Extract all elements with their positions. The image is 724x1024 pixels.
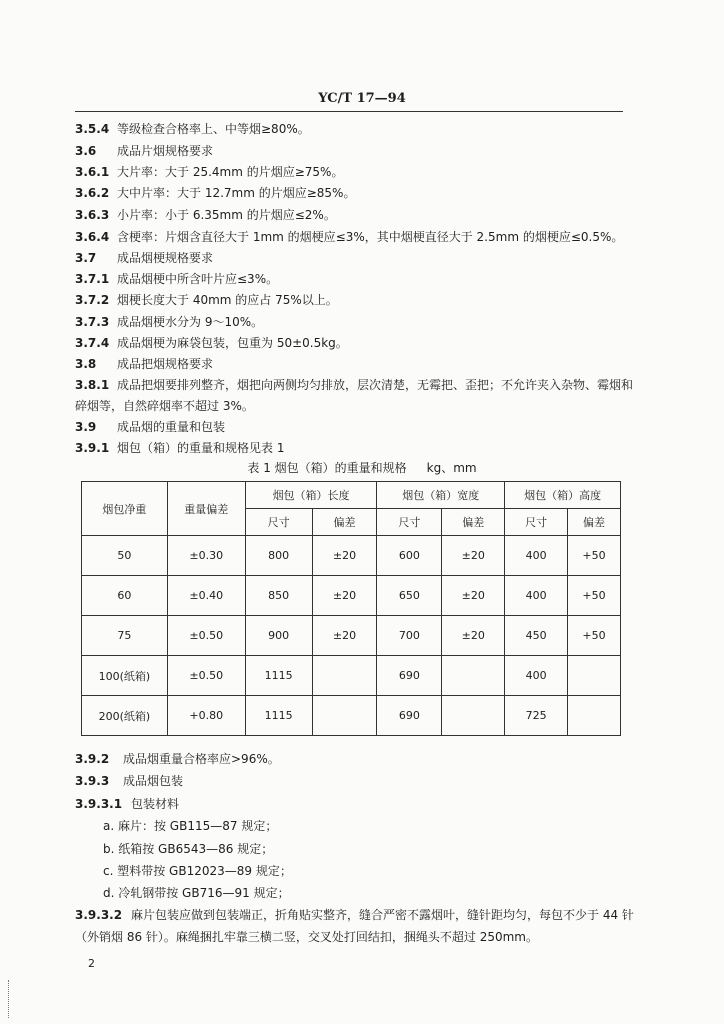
- clause-text: 成品烟梗中所含叶片应≤3%。: [117, 272, 279, 286]
- table-cell: 700: [377, 616, 442, 656]
- table-row: [82, 656, 621, 696]
- clause-number: 3.9.3.2: [75, 908, 123, 922]
- table-cell: ±0.50: [167, 616, 245, 656]
- clause-3-5-4: [75, 120, 310, 138]
- table-cell: 60: [82, 576, 168, 616]
- clause-number: 3.9.3: [75, 774, 110, 788]
- clause-3-7-1: [75, 270, 278, 288]
- list-item-c: [103, 862, 292, 880]
- clause-text: 成品把烟规格要求: [117, 357, 214, 371]
- clause-text: 成品烟梗规格要求: [117, 251, 214, 265]
- table-title: 表 1 烟包（箱）的重量和规格: [247, 461, 407, 475]
- clause-text: 大片率：大于 25.4mm 的片烟应≥75%。: [117, 165, 344, 179]
- clause-number: 3.8.1: [75, 378, 110, 392]
- clause-number: 3.7.2: [75, 293, 110, 307]
- table-cell: ±20: [442, 616, 505, 656]
- table-cell: 100(纸箱): [82, 656, 168, 696]
- header-rule: [75, 111, 623, 112]
- clause-number: 3.7.4: [75, 336, 110, 350]
- list-item-text: b. 纸箱按 GB6543—86 规定；: [103, 842, 274, 856]
- clause-3-6-3: [75, 206, 336, 224]
- table-row: [82, 616, 621, 656]
- spec-table: [81, 481, 621, 736]
- table-cell: ±20: [312, 536, 377, 576]
- list-item-text: a. 麻片：按 GB115—87 规定；: [103, 819, 278, 833]
- table-cell: ±0.30: [167, 536, 245, 576]
- list-item-d: [103, 884, 290, 902]
- clause-number: 3.9.2: [75, 752, 110, 766]
- table-cell: ±0.40: [167, 576, 245, 616]
- table-caption: [0, 459, 724, 476]
- clause-text: （外销烟 86 针）。麻绳捆扎牢靠三横二竖，交叉处打回结扣，捆绳头不超过 250mm。: [75, 930, 538, 944]
- header-weight-tolerance: 重量偏差: [167, 482, 245, 536]
- clause-text: 成品烟梗水分为 9～10%。: [117, 315, 264, 329]
- clause-number: 3.6: [75, 144, 97, 158]
- clause-text: 麻片包装应做到包装端正，折角贴实整齐，缝合严密不露烟叶，缝针距均匀，每包不少于 44 针: [131, 908, 634, 922]
- clause-3-7: [75, 249, 213, 267]
- clause-number: 3.6.3: [75, 208, 110, 222]
- table-cell: 200(纸箱): [82, 696, 168, 736]
- table-row: [82, 696, 621, 736]
- clause-text: 成品烟重量合格率应>96%。: [123, 752, 280, 766]
- table-cell: [312, 696, 377, 736]
- table-cell: [568, 696, 621, 736]
- header-width: 烟包（箱）宽度: [377, 482, 505, 509]
- clause-text: 碎烟等，自然碎烟率不超过 3%。: [75, 399, 254, 413]
- table-cell: 650: [377, 576, 442, 616]
- clause-3-8-1: [75, 376, 633, 394]
- clause-3-9-3-1: [75, 795, 179, 813]
- clause-number: 3.9.3.1: [75, 797, 123, 811]
- table-cell: 50: [82, 536, 168, 576]
- header-height: 烟包（箱）高度: [505, 482, 621, 509]
- clause-number: 3.5.4: [75, 122, 110, 136]
- table-row: [82, 576, 621, 616]
- clause-text: 成品把烟要排列整齐，烟把向两侧均匀排放，层次清楚，无霉把、歪把；不允许夹入杂物、霉烟和: [117, 378, 634, 392]
- table-cell: 400: [505, 656, 568, 696]
- list-item-text: c. 塑料带按 GB12023—89 规定；: [103, 864, 292, 878]
- clause-3-9: [75, 418, 225, 436]
- table-cell: 1115: [245, 656, 312, 696]
- table-cell: ±20: [312, 576, 377, 616]
- table-row: [82, 536, 621, 576]
- clause-3-9-1: [75, 439, 284, 457]
- table-cell: +50: [568, 576, 621, 616]
- clause-number: 3.7: [75, 251, 97, 265]
- clause-number: 3.7.3: [75, 315, 110, 329]
- table-cell: +0.80: [167, 696, 245, 736]
- clause-text: 烟包（箱）的重量和规格见表 1: [117, 441, 285, 455]
- table-cell: 1115: [245, 696, 312, 736]
- table-cell: 450: [505, 616, 568, 656]
- list-item-text: d. 冷轧钢带按 GB716—91 规定；: [103, 886, 290, 900]
- clause-3-6-2: [75, 184, 355, 202]
- clause-text: 成品烟的重量和包装: [117, 420, 226, 434]
- table-cell: [442, 696, 505, 736]
- subheader-size: 尺寸: [505, 509, 568, 536]
- clause-3-9-3: [75, 772, 183, 790]
- clause-number: 3.6.1: [75, 165, 110, 179]
- header-net-weight: 烟包净重: [82, 482, 168, 536]
- clause-text: 大中片率：大于 12.7mm 的片烟应≥85%。: [117, 186, 356, 200]
- subheader-size: 尺寸: [377, 509, 442, 536]
- clause-text: 含梗率：片烟含直径大于 1mm 的烟梗应≤3%，其中烟梗直径大于 2.5mm 的烟梗应≤0.5%。: [117, 230, 624, 244]
- clause-number: 3.8: [75, 357, 97, 371]
- scan-margin-mark: [8, 980, 9, 1018]
- clause-text: 烟梗长度大于 40mm 的应占 75%以上。: [117, 293, 338, 307]
- clause-text: 成品烟包装: [123, 774, 184, 788]
- table-cell: 400: [505, 536, 568, 576]
- clause-number: 3.9.1: [75, 441, 110, 455]
- table-cell: ±20: [442, 536, 505, 576]
- table-cell: +50: [568, 536, 621, 576]
- table-cell: 800: [245, 536, 312, 576]
- clause-text: 成品片烟规格要求: [117, 144, 214, 158]
- list-item-a: [103, 817, 277, 835]
- table-cell: 850: [245, 576, 312, 616]
- clause-3-8: [75, 355, 213, 373]
- clause-text: 成品烟梗为麻袋包装，包重为 50±0.5kg。: [117, 336, 348, 350]
- subheader-deviation: 偏差: [568, 509, 621, 536]
- clause-number: 3.7.1: [75, 272, 110, 286]
- page-number: 2: [88, 957, 95, 970]
- clause-number: 3.6.4: [75, 230, 110, 244]
- header-length: 烟包（箱）长度: [245, 482, 377, 509]
- table-cell: ±20: [442, 576, 505, 616]
- clause-3-9-2: [75, 750, 280, 768]
- clause-text: 小片率：小于 6.35mm 的片烟应≤2%。: [117, 208, 336, 222]
- table-cell: [312, 656, 377, 696]
- table-cell: 400: [505, 576, 568, 616]
- clause-3-8-1-cont: [75, 397, 254, 415]
- clause-text: 等级检查合格率上、中等烟≥80%。: [117, 122, 310, 136]
- table-cell: 600: [377, 536, 442, 576]
- table-unit: kg、mm: [426, 461, 477, 475]
- subheader-deviation: 偏差: [312, 509, 377, 536]
- clause-text: 包装材料: [131, 797, 180, 811]
- table-cell: 900: [245, 616, 312, 656]
- clause-3-9-3-2: [75, 906, 634, 924]
- clause-number: 3.9: [75, 420, 97, 434]
- clause-number: 3.6.2: [75, 186, 110, 200]
- page-header: YC/T 17—94: [318, 91, 406, 106]
- subheader-deviation: 偏差: [442, 509, 505, 536]
- clause-3-6-4: [75, 228, 623, 246]
- table-cell: +50: [568, 616, 621, 656]
- table-cell: ±0.50: [167, 656, 245, 696]
- clause-3-7-2: [75, 291, 338, 309]
- table-cell: [442, 656, 505, 696]
- table-cell: 690: [377, 656, 442, 696]
- clause-3-7-3: [75, 313, 263, 331]
- table-cell: ±20: [312, 616, 377, 656]
- table-header-row: [82, 482, 621, 509]
- clause-3-9-3-2-cont: [75, 928, 538, 946]
- list-item-b: [103, 840, 273, 858]
- table-cell: 75: [82, 616, 168, 656]
- table-cell: [568, 656, 621, 696]
- clause-3-6: [75, 142, 213, 160]
- table-cell: 725: [505, 696, 568, 736]
- clause-3-7-4: [75, 334, 348, 352]
- subheader-size: 尺寸: [245, 509, 312, 536]
- clause-3-6-1: [75, 163, 343, 181]
- table-cell: 690: [377, 696, 442, 736]
